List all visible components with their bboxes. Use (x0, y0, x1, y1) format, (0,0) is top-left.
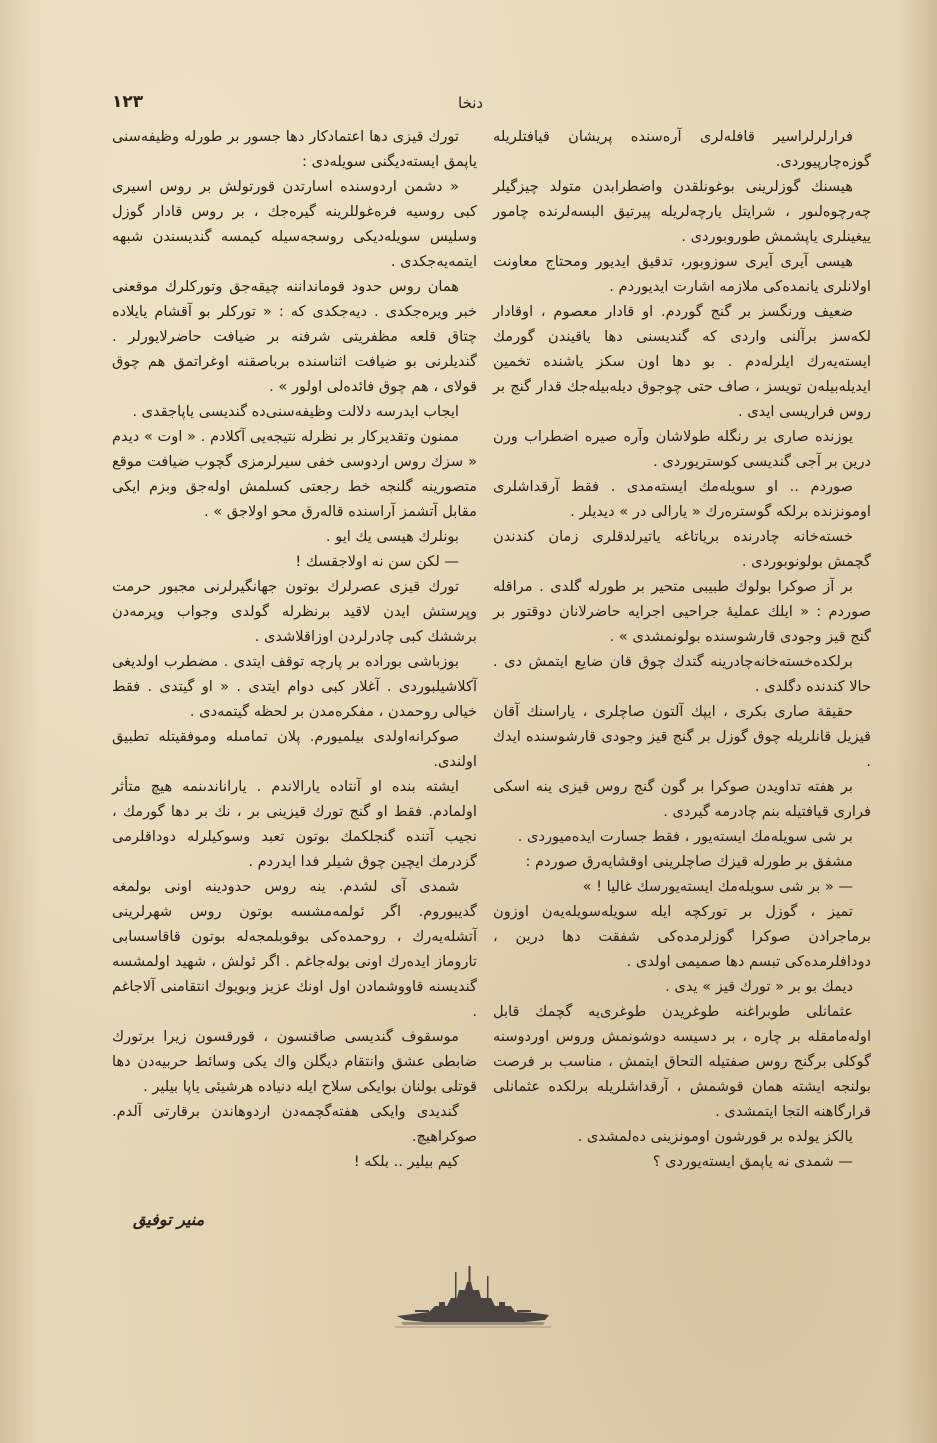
page-number: ١٢٣ (112, 92, 144, 112)
paragraph: يوزندە صارى بر رنگلە طولاشان وآره صيره اضطراب ورن درين بر آجى گنديسى كوستريوردى . (493, 428, 871, 470)
paragraph: تميز ، گوزل بر توركچە ايلە سويلەسويلەيەن اوزون برماجرادن صوكرا گوزلرمدەكى شفقت دها درين ، دودافلرمدەكى تبسم دها صميمى اولدى . (493, 903, 871, 970)
paragraph: صوردم .. او سويلەمك ايستەمدى . فقط آرقداشلرى اومونزندە برلكە گوسترەرك « يارالى در » ديديلر . (493, 478, 871, 520)
paragraph: — لكن سن نە اولاجقسك ! (295, 553, 459, 570)
paragraph: — « بر شى سويلەمك ايستەيورسك غاليا ! » (582, 878, 853, 895)
paragraph: مشفق بر طورلە قيزك صاچلرينى اوقشايەرق صوردم : (525, 853, 853, 870)
paragraph: خستەخانە چادرندە برياتاغە ياتيرلدقلرى زمان كندندن گچمش بولونوبوردى . (493, 528, 871, 570)
paragraph: گنديدى وايكى هفتەگچمەدن اردوهاندن برقارتى آلدم. صوكراهيچ. (112, 1103, 477, 1145)
paragraph: بوزباشى بوراده بر پارچە توقف ايتدى . مضطرب اولديغى آكلاشيلبوردى . آغلار كبى دوام ايتدى . « او گيتدى . فقط خيالى روحمدن ، مفكرەمدن بر لحظە گيتمەدى . (112, 653, 477, 720)
paragraph: ديمك بو بر « تورك قيز » يدى . (665, 978, 853, 995)
paragraph: شمدى آى لشدم. ينە روس حدودينە اونى بولمغە گديبوروم. اگر ئولمەمشسە بوتون روس شهرلرينى آتشلەيەرك ، روحمدەكى بوقوبلمجەلە بوتون قاقاسسابى تاروماز ايدەرك اونى بولەجاغم . اگر ئولش ، شهيد اولمشسە گنديسنە قاووشمادن اول اونك عزيز وبويوك انتقامنى آلاجاغم . (112, 878, 477, 1020)
right-column (493, 124, 871, 1174)
paragraph: عثمانلى طوبراغنە طوغريدن طوغرى‌يە گچمك قابل اولەمامقلە بر چارە ، بر دسيسە دوشونمش وروس اوردوسنە گوكلى برگنج روس صفتيلە التحاق ايتمش ، مناسب بر فرصت بولنجە ايشتە همان قوشمش ، آرقداشلريلە برلكدە عثمانلى قرارگاهنە التجا ايتمشدى . (493, 1003, 871, 1120)
paragraph: — شمدى نە ياپمق ايستەيوردى ؟ (652, 1153, 853, 1170)
warship-icon (395, 1262, 551, 1334)
paragraph: يالكز يولدە بر قورشون اومونزينى دەلمشدى . (577, 1128, 853, 1145)
paragraph: موسقوف گنديسى صاقنسون ، قورقسون زيرا برتورك ضابطى عشق وانتقام ديگلن واك يكى وسائط حربيەدن دها قوتلى بولنان بوايكى سلاح ايلە دنيادە هرشيئى ياپا بيلير . (112, 1028, 477, 1095)
paragraph: صوكرانەاولدى بيلميورم. پلان تمامىلە وموفقيتلە تطبيق اولندى. (112, 728, 477, 770)
paragraph: برلكدەخستەخانەچادرينە گتدك چوق قان ضايع ايتمش دى . حالا كندندە دگلدى . (493, 653, 871, 695)
paragraph: فرارلرلراسير قافلەلرى آرەسندە پريشان قيافتلريلە گوزه‌چارپيوردى. (493, 128, 871, 170)
paragraph: بونلرك هيسى يك ايو . (325, 528, 459, 545)
paragraph: هيسى آيرى آيرى سوزوبور، تدقيق ايديور ومحتاج معاونت اولانلرى يانمدەكى ملازمە اشارت ايديوردم . (493, 253, 871, 295)
paragraph: تورك قيزى عصرلرك بوتون جهانگيرلرنى مجبور حرمت وپرستش ايدن لاقيد برنظرلە گولدى وجواب وپرمەدن برششك كبى چادرلردن اوزاقلاشدى . (112, 578, 477, 645)
journal-title: دنخا (458, 94, 484, 112)
paragraph: ممنون وتقديركار بر نظرلە نتيجەيى آكلادم . « اوت » ديدم « سزك روس اردوسى خفى سيرلرمزى گچوب ضيافت موقع متصورينە گلنجە خط رجعتى كسلمش اولەجق وبزم ايكى مقابل آتشمز آراسندە قالەرق محو اولاجق » . (112, 428, 477, 520)
paragraph: ايجاب ايدرسە دلالت وظيفەسنى‌دە گنديسى ياپاجقدى . (132, 403, 459, 420)
paragraph: تورك قيزى دها اعتمادكار دها جسور بر طورلە وظيفەسنى ياپمق ايستەديگنى سويلەدى : (112, 128, 477, 170)
paragraph: بر هفتە تداويدن صوكرا بر گون گنج روس قيزى ينە اسكى فرارى قيافتيلە بنم چادرمە گيردى . (493, 778, 871, 820)
paragraph: كيم بيلير .. بلكە ! (353, 1153, 459, 1170)
paragraph: ضعيف ورنگسز بر گنج گوردم. او قادار معصوم ، اوقادار لكەسز برآلنى واردى كە گنديسنى دها ياقيندن گورمك ايستەيەرك ايلرلەدم . بو دها اون سكز ياشندە تخمين ايديلەبيلەن تويسز ، صاف حتى چوجوق ديلەبيلەجك قدار گنج بر روس فراريسى ايدى . (493, 303, 871, 420)
left-column (112, 124, 477, 1174)
paragraph: همان روس حدود قومانداننە چيقەجق وتوركلرك موقعنى خبر ويرەجكدى . ديەجكدى كە : « توركلر بو آقشام يايلادە چتاق قلعە مظفريتى شرفنە بر ضيافت حاضرلايورلر . گنديلرنى بو ضيافت اثناسندە برباصقنە اوغراتمق هم چوق قولاى ، هم چوق فائدەلى اولور » . (112, 278, 477, 395)
author-signature: منير توفيق (133, 1210, 205, 1229)
paragraph: حقيقة صارى بكرى ، ايپك آلتون صاچلرى ، ياراسنك آقان قيزيل قانلريلە چوق گوزل بر گنج قيز وجودى قارشوسندە ايدك . (493, 703, 871, 770)
paragraph: بر شى سويلەمك ايستەيور ، فقط جسارت ايدەميوردى . (517, 828, 853, 845)
paragraph: هيسنك گوزلرينى بوغونلقدن واضطرابدن متولد چيزگيلر چەرچوەلىور ، شرايتل يارچەلريلە پيرتيق البسەلرندە چامور ييغينلرى ياپشمش طوروبوردى . (493, 178, 871, 245)
paragraph: ايشتە بندە او آنتادە يارالاندم . ياراناندىنمە هيچ متأثر اولمادم. فقط او گنج تورك قيزينى بر ، نك بر دها گورمك ، نجيب آتندە گنجلكمك بوتون تعبد وسوكيلرلە دوداقلرمى گزدرمك ايچين چوق شيلر فدا ايدردم . (112, 778, 477, 870)
paragraph: بر آز صوكرا بولوك طبيبى متحير بر طورلە گلدى . مراقلە صوردم : « ايلك عمليۀ جراحيى اجرايە حاضرلانان دوقتور بر گنج قيز وجودى قارشوسندە بولونمشدى » . (493, 578, 871, 645)
paragraph: « دشمن اردوسندە اسارتدن قورتولش بر روس اسيرى كبى روسيە فرەغوللرينە گيرەجك ، بر روس قادار گوزل وسليس سويلەديكى روسجەسيلە كيمسە گنديسندن شبهە ايتمەيەجكدى . (112, 178, 477, 270)
